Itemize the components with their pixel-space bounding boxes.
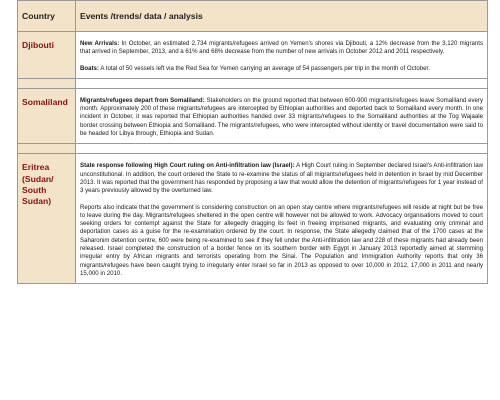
- table-row: [18, 88, 488, 143]
- paragraph-heading: State response following High Court ruling on Anti-infiltration law (Israel):: [80, 162, 295, 170]
- table-row: [18, 154, 488, 284]
- table-body: [18, 32, 488, 284]
- row-divider: [18, 144, 488, 154]
- country-name: Eritrea: [22, 162, 50, 173]
- document-table: [17, 0, 488, 284]
- divider-cell: [18, 144, 76, 154]
- country-cell: [18, 154, 76, 284]
- row-divider: [18, 78, 488, 88]
- paragraph-text: A High Court ruling in September declared Israel's Anti-infiltration law unconstitutional. In addition, the court ordered the State to re-examine the status of all migrants/refugees held in detention in Israel by mid December 2013. It was reported that the government has responded by proposing a law that would allow the detention of migrants/refugees for 1 year instead of 3 years previously allowed by the overturned law.: [80, 162, 483, 195]
- event-paragraph: [80, 204, 483, 279]
- country-name: Sudan): [22, 195, 52, 206]
- country-name: Djibouti: [22, 40, 54, 50]
- event-paragraph: [80, 65, 483, 73]
- paragraph-heading: Boats:: [80, 64, 99, 72]
- paragraph-heading: New Arrivals:: [80, 40, 120, 47]
- divider-cell: [76, 78, 488, 88]
- paragraph-text: Reports also indicate that the government is considering construction on an open stay centre where migrants/refugees will reside at night but be free to leave during the day. Migrants/refugees sheltered in the open centre will however not be allowed to work. Advocacy organisations moved to court seeking orders for contempt against the State for allegedly dragging its feet in freeing imprisoned migrants, and evaluating only criminal and deportation cases as a guise for the re-examination ordered by the court. In response, the State allegedly claimed that of the 1700 cases at the Saharonim detention centre, 600 were being re-examined to see if they fell under the Anti-infiltration law and 228 of these migrants had already been released. Israel completed the construction of a border fence on its southern border with Egypt in January 2013 reportedly aimed at stemming irregular entry by African migrants and terrorists operating from the Sinai. The Population and Immigration Authority reports that only 36 migrants/refugees have been caught trying to irregularly enter Israel so far in 2013 as opposed to over 10,000 in 2012, 17,000 in 2011 and nearly 15,000 in 2010.: [80, 203, 483, 277]
- paragraph-text: In October, an estimated 2,734 migrants/refugees arrived on Yemen's shores via Djibouti, a 12% decrease from the 3,120 migrants that arrived in September, 2013, and a 61% and 68% decrease from the number of new arrivals in October 2012 and 2011 respectively.: [80, 40, 483, 56]
- country-name: (Sudan/: [22, 173, 54, 184]
- paragraph-text: A total of 50 vessels left via the Red Sea for Yemen carrying an average of 54 passengers per trip in the month of October.: [98, 64, 430, 72]
- country-name: Somaliland: [22, 96, 68, 107]
- events-cell: [76, 32, 488, 79]
- table-row: [18, 32, 488, 79]
- header-country: Country: [18, 1, 76, 32]
- event-paragraph: [80, 97, 483, 138]
- country-name: South: [22, 184, 47, 195]
- table-header: [18, 1, 488, 32]
- country-cell: [18, 88, 76, 143]
- event-paragraph: [80, 162, 483, 195]
- divider-cell: [18, 78, 76, 88]
- country-cell: [18, 32, 76, 79]
- divider-cell: [76, 144, 488, 154]
- header-events: Events /trends/ data / analysis: [76, 1, 488, 32]
- paragraph-heading: Migrants/refugees depart from Somaliland:: [80, 96, 205, 104]
- paragraph-text: Stakeholders on the ground reported that between 600-900 migrants/refugees leave Somaliland every month. Approximately 200 of these migrants/refugees are intercepted by Ethiopian authorities and deported back to Somaliland every month. In one incident in October, it was reported that Ethiopian authorities handed over 33 migrants/refugees to the Somaliland authorities at the Tog Wajaale border crossing between Ethiopia and Somaliland. The migrants/refugees, who were intercepted without identity or travel documentation were said to be headed for Libya through, Ethiopia and Sudan.: [80, 96, 483, 138]
- events-cell: [76, 154, 488, 284]
- events-cell: [76, 88, 488, 143]
- event-paragraph: [80, 40, 483, 57]
